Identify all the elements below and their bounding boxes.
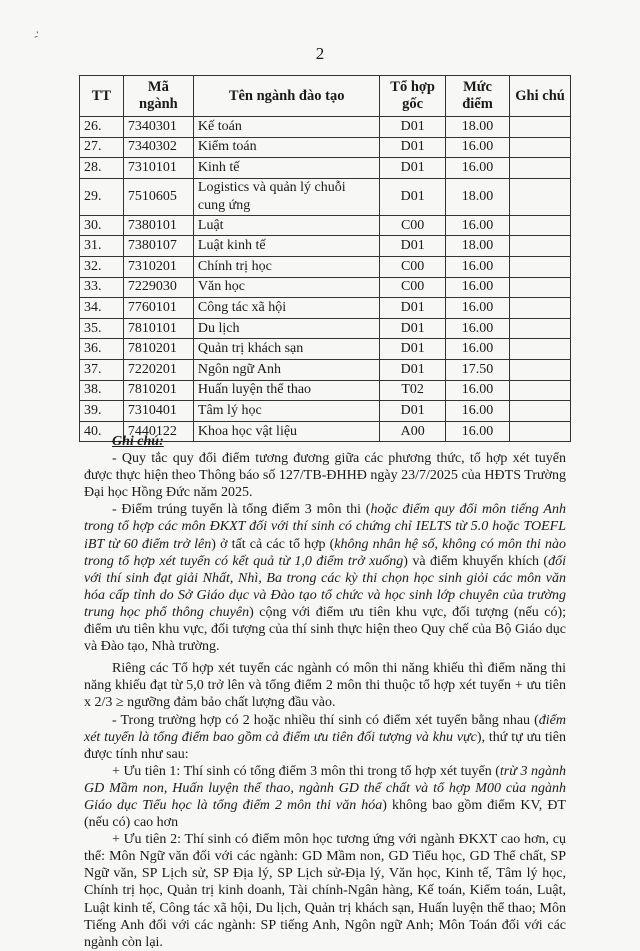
cell-tt: 36. xyxy=(80,339,124,360)
cell-name: Kinh tế xyxy=(193,158,379,179)
table-body xyxy=(80,117,571,442)
table-row xyxy=(80,359,571,380)
cell-combo: T02 xyxy=(380,380,446,401)
cell-note xyxy=(510,318,571,339)
cell-combo: D01 xyxy=(380,137,446,158)
cell-name: Kiểm toán xyxy=(193,137,379,158)
cell-combo: D01 xyxy=(380,401,446,422)
cell-combo: D01 xyxy=(380,158,446,179)
table-row xyxy=(80,117,571,138)
cell-name: Huấn luyện thể thao xyxy=(193,380,379,401)
cell-name: Luật xyxy=(193,215,379,236)
cell-name: Công tác xã hội xyxy=(193,298,379,319)
cell-code: 7310101 xyxy=(123,158,193,179)
cell-combo: C00 xyxy=(380,256,446,277)
table-row xyxy=(80,178,571,215)
cell-tt: 38. xyxy=(80,380,124,401)
header-note: Ghi chú xyxy=(510,76,571,117)
cell-code: 7810201 xyxy=(123,339,193,360)
table-row xyxy=(80,236,571,257)
cell-score: 16.00 xyxy=(445,339,509,360)
table-row xyxy=(80,298,571,319)
header-name: Tên ngành đào tạo xyxy=(193,76,379,117)
cell-combo: C00 xyxy=(380,215,446,236)
cell-tt: 35. xyxy=(80,318,124,339)
cell-tt: 27. xyxy=(80,137,124,158)
cell-tt: 30. xyxy=(80,215,124,236)
cell-note xyxy=(510,401,571,422)
cell-tt: 37. xyxy=(80,359,124,380)
note-tie-break: - Trong trường hợp có 2 hoặc nhiều thí sinh có điểm xét tuyển bằng nhau (điểm xét tuyển là tổng điểm bao gồm cả điểm ưu tiên đối tượng và khu vực), thứ tự ưu tiên được tính như sau: xyxy=(84,712,566,762)
table-row xyxy=(80,158,571,179)
note-admission-score: - Điểm trúng tuyển là tổng điểm 3 môn thi (hoặc điểm quy đổi môn tiếng Anh trong tổ hợp các môn ĐKXT đối với thí sinh có chứng chỉ IELTS từ 5.0 hoặc TOEFL iBT từ 60 điểm trở lên) ở tất cả các tổ hợp (không nhân hệ số, không có môn thi nào trong tổ hợp xét tuyển có kết quả từ 1,0 điểm trở xuống) và điểm khuyến khích (đối với thí sinh đạt giải Nhất, Nhì, Ba trong các kỳ thi chọn học sinh giỏi các môn văn hóa cấp tỉnh do Sở Giáo dục và Đào tạo tổ chức và học sinh lớp chuyên của trường trung học phổ thông chuyên) cộng với điểm ưu tiên khu vực, đối tượng (nếu có); điểm ưu tiên khu vực, đối tượng của thí sinh thực hiện theo Quy chế của Bộ Giáo dục và Đào tạo, Nhà trường. xyxy=(84,502,566,655)
cell-combo: C00 xyxy=(380,277,446,298)
cell-code: 7510605 xyxy=(123,178,193,215)
header-combo: Tổ hợp gốc xyxy=(380,76,446,117)
table-row xyxy=(80,401,571,422)
cell-name: Logistics và quản lý chuỗi cung ứng xyxy=(193,178,379,215)
cell-score: 16.00 xyxy=(445,277,509,298)
cell-code: 7229030 xyxy=(123,277,193,298)
table-row xyxy=(80,256,571,277)
cell-code: 7810201 xyxy=(123,380,193,401)
cell-note xyxy=(510,380,571,401)
cell-code: 7760101 xyxy=(123,298,193,319)
cell-combo: D01 xyxy=(380,236,446,257)
cell-combo: D01 xyxy=(380,298,446,319)
cell-note xyxy=(510,339,571,360)
cell-score: 16.00 xyxy=(445,256,509,277)
note-priority-1: + Ưu tiên 1: Thí sinh có tổng điểm 3 môn thi trong tổ hợp xét tuyển (trừ 3 ngành GD Mầm non, Huấn luyện thể thao, ngành GD thể chất và tổ hợp M00 của ngành Giáo dục Tiểu học là tổng điểm 2 môn thi văn hóa) không bao gồm điểm KV, ĐT (nếu có) cao hơn xyxy=(84,763,566,831)
cell-score: 16.00 xyxy=(445,298,509,319)
table-row xyxy=(80,277,571,298)
cell-score: 17.50 xyxy=(445,359,509,380)
cell-code: 7220201 xyxy=(123,359,193,380)
cell-code: 7310401 xyxy=(123,401,193,422)
cell-name: Du lịch xyxy=(193,318,379,339)
cell-note xyxy=(510,215,571,236)
cell-score: 16.00 xyxy=(445,158,509,179)
cell-code: 7380101 xyxy=(123,215,193,236)
cell-score: 16.00 xyxy=(445,318,509,339)
cell-note xyxy=(510,359,571,380)
cell-tt: 29. xyxy=(80,178,124,215)
cell-score: 16.00 xyxy=(445,401,509,422)
cell-name: Kế toán xyxy=(193,117,379,138)
table-header-row xyxy=(80,76,571,117)
cell-combo: D01 xyxy=(380,117,446,138)
cell-name: Quản trị khách sạn xyxy=(193,339,379,360)
cell-code: 7310201 xyxy=(123,256,193,277)
cell-code: 7340302 xyxy=(123,137,193,158)
cell-code: 7380107 xyxy=(123,236,193,257)
cell-tt: 40. xyxy=(80,421,124,442)
table-row xyxy=(80,380,571,401)
header-code: Mã ngành xyxy=(123,76,193,117)
cell-note xyxy=(510,117,571,138)
cell-tt: 28. xyxy=(80,158,124,179)
corner-mark: -' xyxy=(32,29,42,43)
cell-score: 16.00 xyxy=(445,137,509,158)
cell-note xyxy=(510,236,571,257)
header-score: Mức điểm xyxy=(445,76,509,117)
page-number: 2 xyxy=(315,44,325,63)
cell-name: Luật kinh tế xyxy=(193,236,379,257)
cell-code: 7440122 xyxy=(123,421,193,442)
cell-name: Ngôn ngữ Anh xyxy=(193,359,379,380)
cell-code: 7340301 xyxy=(123,117,193,138)
table-row xyxy=(80,318,571,339)
cell-combo: D01 xyxy=(380,359,446,380)
cell-combo: A00 xyxy=(380,421,446,442)
table-row xyxy=(80,339,571,360)
note-conversion-rule: - Quy tắc quy đổi điểm tương đương giữa các phương thức, tổ hợp xét tuyển được thực hiện theo Thông báo số 127/TB-ĐHHĐ ngày 23/7/2025 của HĐTS Trường Đại học Hồng Đức năm 2025. xyxy=(84,451,566,501)
cell-note xyxy=(510,256,571,277)
notes-section xyxy=(84,433,566,951)
cell-name: Văn học xyxy=(193,277,379,298)
cell-tt: 26. xyxy=(80,117,124,138)
cell-tt: 32. xyxy=(80,256,124,277)
notes-title: Ghi chú: xyxy=(112,434,164,449)
cell-combo: D01 xyxy=(380,178,446,215)
cell-name: Tâm lý học xyxy=(193,401,379,422)
cell-note xyxy=(510,277,571,298)
cell-tt: 33. xyxy=(80,277,124,298)
table-row xyxy=(80,215,571,236)
cell-score: 16.00 xyxy=(445,421,509,442)
cell-score: 16.00 xyxy=(445,215,509,236)
cell-note xyxy=(510,158,571,179)
note-aptitude: Riêng các Tổ hợp xét tuyển các ngành có môn thi năng khiếu thì điểm năng thi năng khiếu đạt từ 5,0 trở lên và tổng điểm 2 môn thi thuộc tổ hợp xét tuyển + ưu tiên x 2/3 ≥ ngưỡng đảm bảo chất lượng đầu vào. xyxy=(84,661,566,711)
cell-name: Khoa học vật liệu xyxy=(193,421,379,442)
cell-score: 18.00 xyxy=(445,236,509,257)
admission-score-table xyxy=(79,75,571,442)
cell-tt: 31. xyxy=(80,236,124,257)
cell-note xyxy=(510,137,571,158)
cell-tt: 39. xyxy=(80,401,124,422)
cell-note xyxy=(510,298,571,319)
table-row xyxy=(80,137,571,158)
cell-tt: 34. xyxy=(80,298,124,319)
cell-score: 18.00 xyxy=(445,117,509,138)
cell-score: 18.00 xyxy=(445,178,509,215)
cell-score: 16.00 xyxy=(445,380,509,401)
cell-combo: D01 xyxy=(380,339,446,360)
cell-code: 7810101 xyxy=(123,318,193,339)
header-tt: TT xyxy=(80,76,124,117)
cell-combo: D01 xyxy=(380,318,446,339)
cell-note xyxy=(510,178,571,215)
cell-name: Chính trị học xyxy=(193,256,379,277)
note-priority-2: + Ưu tiên 2: Thí sinh có điểm môn học tương ứng với ngành ĐKXT cao hơn, cụ thể: Môn Ngữ văn đối với các ngành: GD Mầm non, GD Tiểu học, GD Thể chất, SP Ngữ văn, SP Lịch sử, SP Địa lý, SP Lịch sử-Địa lý, Văn học, Kinh tế, Tâm lý học, Chính trị học, Quản trị kinh doanh, Tài chính-Ngân hàng, Kế toán, Kiểm toán, Luật, Luật kinh tế, Công tác xã hội, Du lịch, Quản trị khách sạn, Huấn luyện thể thao; Môn Tiếng Anh đối với các ngành: SP tiếng Anh, Ngôn ngữ Anh; Môn Toán đối với các ngành còn lại. xyxy=(84,832,566,950)
